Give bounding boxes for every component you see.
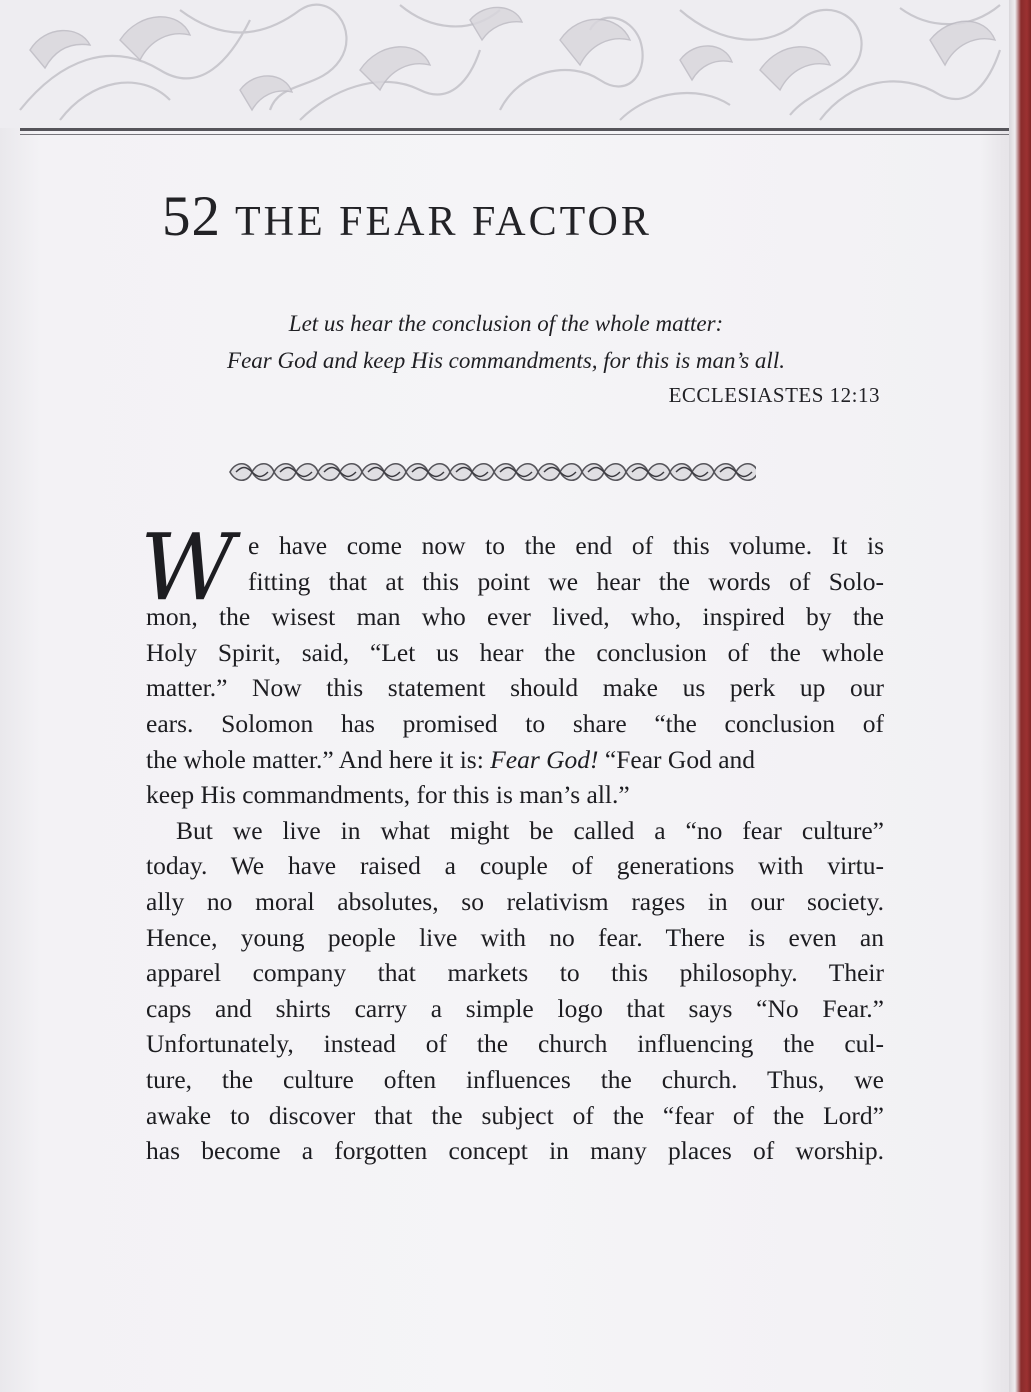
body-line: keep His commandments, for this is man’s all.”: [146, 780, 630, 810]
body-line: e have come now to the end of this volume. It is: [248, 531, 884, 560]
epigraph: [130, 305, 882, 379]
body-line: matter.” Now this statement should make us perk up our: [146, 673, 884, 703]
chapter-number: 52: [162, 185, 221, 248]
epigraph-reference: ECCLESIASTES 12:13: [668, 383, 880, 407]
body-line: has become a forgotten concept in many places of worship.: [146, 1136, 884, 1166]
body-line: caps and shirts carry a simple logo that says “No Fear.”: [146, 993, 884, 1023]
body-line: awake to discover that the subject of the “fear of the Lord”: [146, 1100, 884, 1130]
header-rule-thin: [20, 134, 1010, 135]
body-line-emphasis: [146, 742, 884, 778]
paragraph-1: [146, 528, 884, 813]
body-line-part: the whole matter.” And here it is:: [146, 744, 491, 774]
epigraph-line-1: Let us hear the conclusion of the whole matter:: [288, 311, 724, 336]
chapter-heading: [162, 185, 652, 248]
paragraph-2: [146, 813, 884, 1169]
body-line: But we live in what might be called a “no fear culture”: [176, 815, 884, 845]
page-edge: [1009, 0, 1031, 1392]
body-line: apparel company that markets to this philosophy. Their: [146, 958, 884, 988]
body-line: ally no moral absolutes, so relativism rages in our society.: [146, 886, 884, 916]
body-line: ture, the culture often influences the church. Thus, we: [146, 1064, 884, 1094]
body-line: Holy Spirit, said, “Let us hear the conclusion of the whole: [146, 637, 884, 667]
body-line: Unfortunately, instead of the church influencing the cul-: [146, 1029, 884, 1059]
drop-cap: W: [140, 514, 235, 621]
header-rule-thick: [20, 128, 1010, 131]
emphasis-fear-god: Fear God!: [490, 744, 599, 774]
body-line: ears. Solomon has promised to share “the conclusion of: [146, 708, 884, 738]
ornamental-divider: [228, 459, 756, 485]
body-line: today. We have raised a couple of generations with virtu-: [146, 851, 884, 881]
epigraph-line-2: Fear God and keep His commandments, for this is man’s all.: [227, 348, 785, 373]
body-line-part: “Fear God and: [598, 744, 756, 774]
chapter-title: THE FEAR FACTOR: [235, 199, 652, 245]
body-line: mon, the wisest man who ever lived, who, inspired by the: [146, 602, 884, 632]
body-line: fitting that at this point we hear the words of Solo-: [248, 566, 884, 596]
body-text: [140, 514, 884, 1169]
floral-header-ornament: [0, 0, 1010, 128]
body-line: Hence, young people live with no fear. There is even an: [146, 922, 884, 952]
